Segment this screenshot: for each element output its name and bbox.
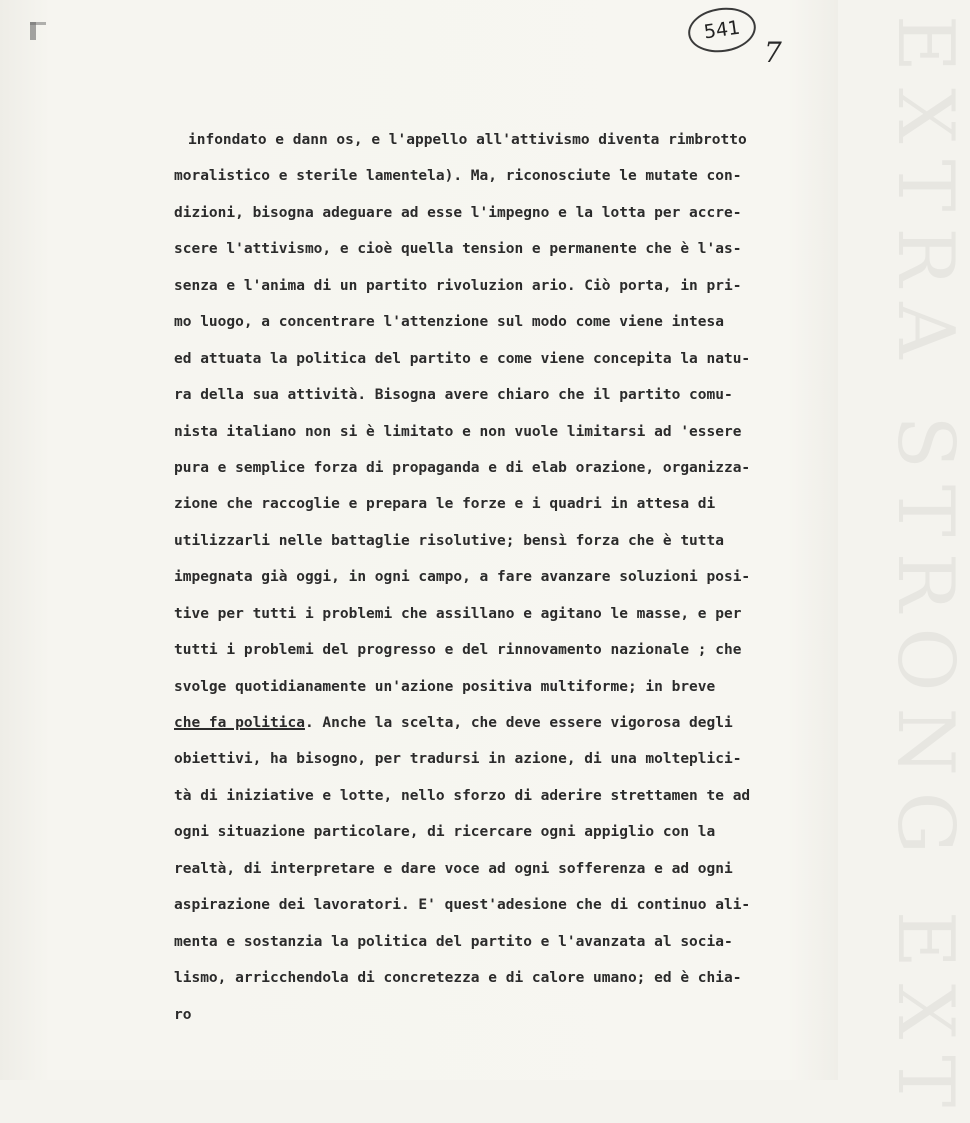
page-number: 7 (764, 36, 782, 69)
text-line: impegnata già oggi, in ogni campo, a fare avanzare soluzioni posi- (174, 569, 751, 586)
text-line: tive per tutti i problemi che assillano e agitano le masse, e per (174, 605, 742, 622)
text-line: ra della sua attività. Bisogna avere chiaro che il partito comu- (174, 387, 733, 404)
paper-watermark: EXTRA STRONG EXT (880, 15, 970, 1123)
text-line: scere l'attivismo, e cioè quella tension e permanente che è l'as- (174, 241, 742, 258)
text-line: obiettivi, ha bisogno, per tradursi in azione, di una molteplici- (174, 751, 742, 768)
text-line: infondato e dann os, e l'appello all'attivismo diventa rimbrotto (188, 132, 747, 148)
text-line: nista italiano non si è limitato e non vuole limitarsi ad 'essere (174, 423, 742, 440)
margin-mark-top (30, 22, 46, 25)
text-line: svolge quotidianamente un'azione positiva multiforme; in breve (174, 678, 716, 695)
text-line: zione che raccoglie e prepara le forze e i quadri in attesa di (174, 496, 716, 513)
text-line: utilizzarli nelle battaglie risolutive; bensì forza che è tutta (174, 532, 724, 549)
text-line: realtà, di interpretare e dare voce ad ogni sofferenza e ad ogni (174, 860, 733, 877)
text-line-underlined (174, 705, 834, 741)
archive-stamp (685, 3, 758, 56)
text-line: ogni situazione particolare, di ricercare ogni appiglio con la (174, 824, 716, 841)
text-line: lismo, arricchendola di concretezza e di calore umano; ed è chia- (174, 970, 742, 987)
text-line: dizioni, bisogna adeguare ad esse l'impegno e la lotta per accre- (174, 204, 742, 221)
text-line: menta e sostanzia la politica del partito e l'avanzata al socia- (174, 933, 733, 950)
text-line: aspirazione dei lavoratori. E' quest'adesione che di continuo ali- (174, 897, 751, 914)
text-line: mo luogo, a concentrare l'attenzione sul modo come viene intesa (174, 314, 724, 331)
text-line: moralistico e sterile lamentela). Ma, riconosciute le mutate con- (174, 168, 742, 185)
text-line: ed attuata la politica del partito e come viene concepita la natu- (174, 350, 751, 367)
text-line: senza e l'anima di un partito rivoluzion ario. Ciò porta, in pri- (174, 277, 742, 294)
underlined-phrase: che fa politica (174, 715, 305, 731)
text-line: pura e semplice forza di propaganda e di elab orazione, organizza- (174, 459, 751, 476)
text-line: ro (174, 1006, 192, 1023)
text-line: tutti i problemi del progresso e del rinnovamento nazionale ; che (174, 642, 742, 659)
typed-text-body (174, 122, 834, 1033)
stamp-number: 541 (702, 16, 742, 44)
text-line: tà di iniziative e lotte, nello sforzo di aderire strettamen te ad (174, 787, 751, 804)
text-line-continuation: . Anche la scelta, che deve essere vigorosa degli (304, 715, 733, 731)
